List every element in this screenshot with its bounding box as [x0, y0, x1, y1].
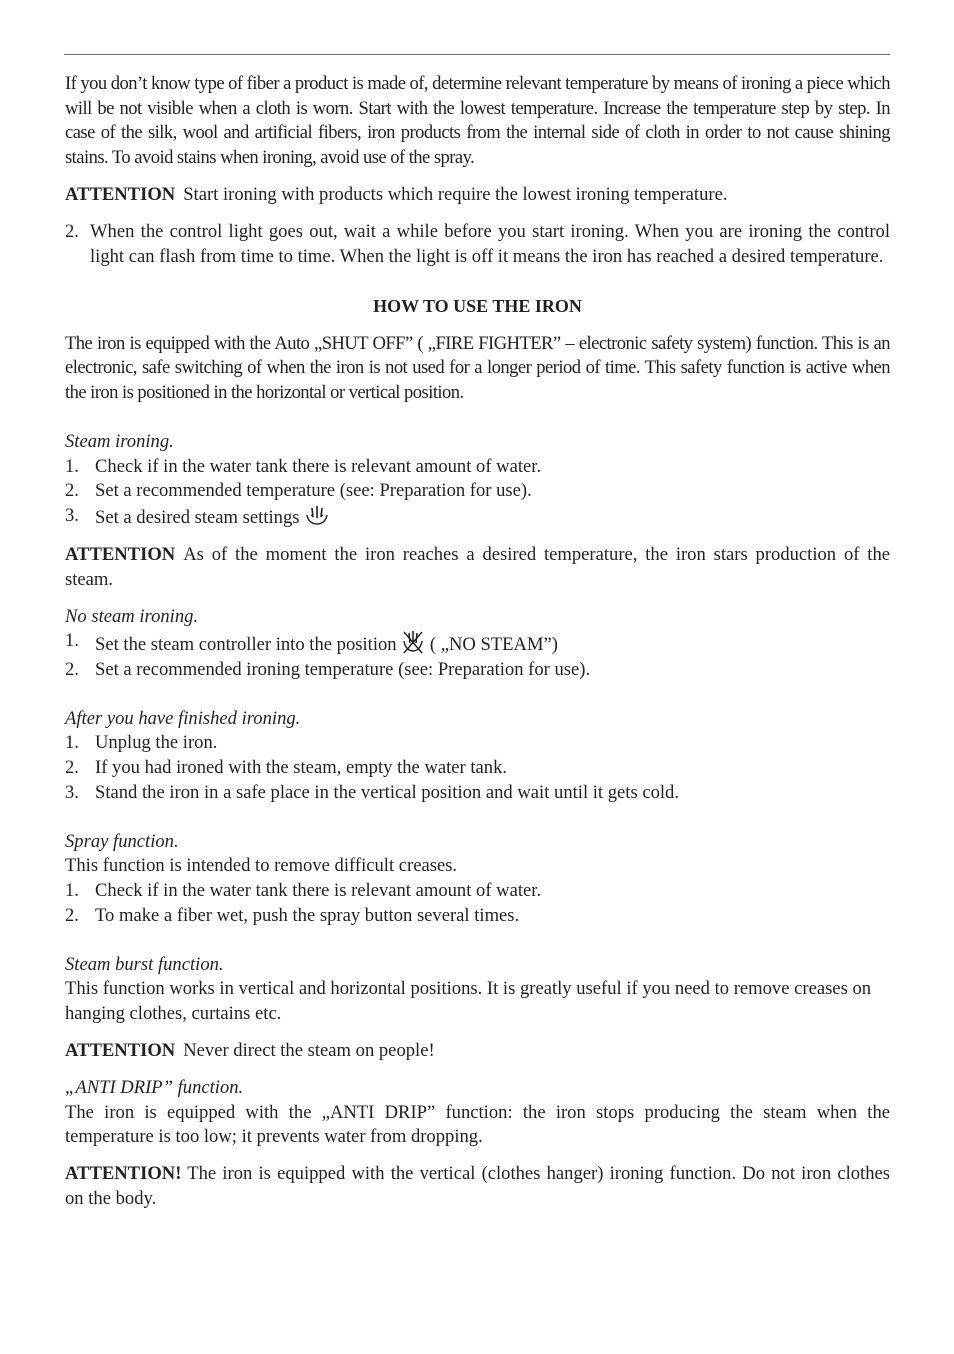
attention-note-4	[65, 1162, 890, 1211]
item-number: 1.	[65, 732, 79, 754]
step-text: When the control light goes out, wait a while before you start ironing. When you are ironing the control light can flash from time to time. When the light is off it means the iron has reached a desired temperature.	[90, 220, 890, 267]
list-item	[65, 629, 890, 658]
attention-label: ATTENTION	[65, 183, 176, 205]
attention-text: Start ironing with products which require the lowest ironing temperature.	[183, 183, 728, 205]
list-item	[65, 904, 890, 929]
spray-intro: This function is intended to remove difficult creases.	[65, 855, 458, 877]
item-number: 2.	[65, 904, 79, 926]
spray-function-title: Spray function.	[65, 830, 179, 852]
item-number: 2.	[65, 658, 79, 680]
list-item	[65, 781, 890, 806]
auto-shutoff-paragraph: The iron is equipped with the Auto „SHUT OFF” ( „FIRE FIGHTER” – electronic safety system) function. This is an electronic, safe switching of when the iron is not used for a longer period of time. This safety function is active when the iron is positioned in the horizontal or vertical position.	[65, 332, 890, 403]
list-item	[65, 658, 890, 683]
item-text-with-icon	[95, 629, 890, 658]
attention-note-2	[65, 543, 890, 592]
no-steam-title: No steam ironing.	[65, 605, 199, 627]
item-text: Check if in the water tank there is relevant amount of water.	[95, 455, 542, 477]
list-item	[65, 731, 890, 756]
step-number: 2.	[65, 220, 79, 242]
section-heading: HOW TO USE THE IRON	[373, 296, 582, 317]
list-item	[65, 504, 890, 531]
top-rule	[64, 54, 890, 55]
list-item	[65, 879, 890, 904]
item-number: 1.	[65, 455, 79, 477]
attention-note-3	[65, 1039, 890, 1064]
item-number: 1.	[65, 879, 79, 901]
intro-paragraph: If you don’t know type of fiber a product is made of, determine relevant temperature by means of ironing a piece which will be not visible when a cloth is worn. Start with the lowest temperature. Increase the temperature step by step. In case of the silk, wool and artificial fibers, iron products from the internal side of cloth in order to not cause shining stains. To avoid stains when ironing, avoid use of the spray.	[65, 73, 890, 168]
list-item	[65, 756, 890, 781]
item-text: Set a desired steam settings	[95, 506, 300, 528]
item-number: 1.	[65, 630, 79, 652]
anti-drip-title: „ANTI DRIP” function.	[65, 1077, 244, 1098]
item-text: Set the steam controller into the position	[95, 634, 397, 656]
attention-label: ATTENTION	[65, 543, 176, 565]
item-text-with-icon	[95, 504, 890, 531]
attention-note-1	[65, 183, 890, 208]
step-2	[65, 220, 890, 269]
item-text: Set a recommended ironing temperature (see: Preparation for use).	[95, 658, 591, 680]
attention-text: The iron is equipped with the vertical (clothes hanger) ironing function. Do not iron clothes on the body.	[65, 1163, 890, 1209]
item-text: Check if in the water tank there is relevant amount of water.	[95, 879, 542, 901]
item-text: To make a fiber wet, push the spray button several times.	[95, 904, 520, 926]
item-number: 3.	[65, 504, 79, 526]
attention-text: Never direct the steam on people!	[183, 1039, 435, 1061]
item-number: 2.	[65, 757, 79, 779]
item-text: Unplug the iron.	[95, 732, 218, 754]
attention-label: ATTENTION!	[65, 1163, 182, 1185]
steam-ironing-title: Steam ironing.	[65, 431, 174, 453]
attention-label: ATTENTION	[65, 1039, 176, 1061]
steam-burst-text: This function works in vertical and horizontal positions. It is greatly useful if you need to remove creases on hanging clothes, curtains etc.	[65, 978, 872, 1024]
steam-icon	[304, 504, 330, 528]
list-item	[65, 455, 890, 480]
item-number: 2.	[65, 480, 79, 502]
page-content	[65, 72, 890, 1211]
steam-burst-title: Steam burst function.	[65, 953, 224, 975]
no-steam-icon	[401, 629, 425, 655]
after-ironing-title: After you have finished ironing.	[65, 707, 301, 729]
item-text: ( „NO STEAM”)	[429, 634, 558, 656]
item-text: Set a recommended temperature (see: Preparation for use).	[95, 480, 532, 502]
item-number: 3.	[65, 781, 79, 803]
list-item	[65, 479, 890, 504]
item-text: Stand the iron in a safe place in the vertical position and wait until it gets cold.	[95, 781, 680, 803]
attention-text: As of the moment the iron reaches a desired temperature, the iron stars production of the steam.	[65, 543, 890, 590]
item-text: If you had ironed with the steam, empty the water tank.	[95, 757, 508, 779]
anti-drip-text: The iron is equipped with the „ANTI DRIP” function: the iron stops producing the steam when the temperature is too low; it prevents water from dropping.	[65, 1101, 890, 1148]
